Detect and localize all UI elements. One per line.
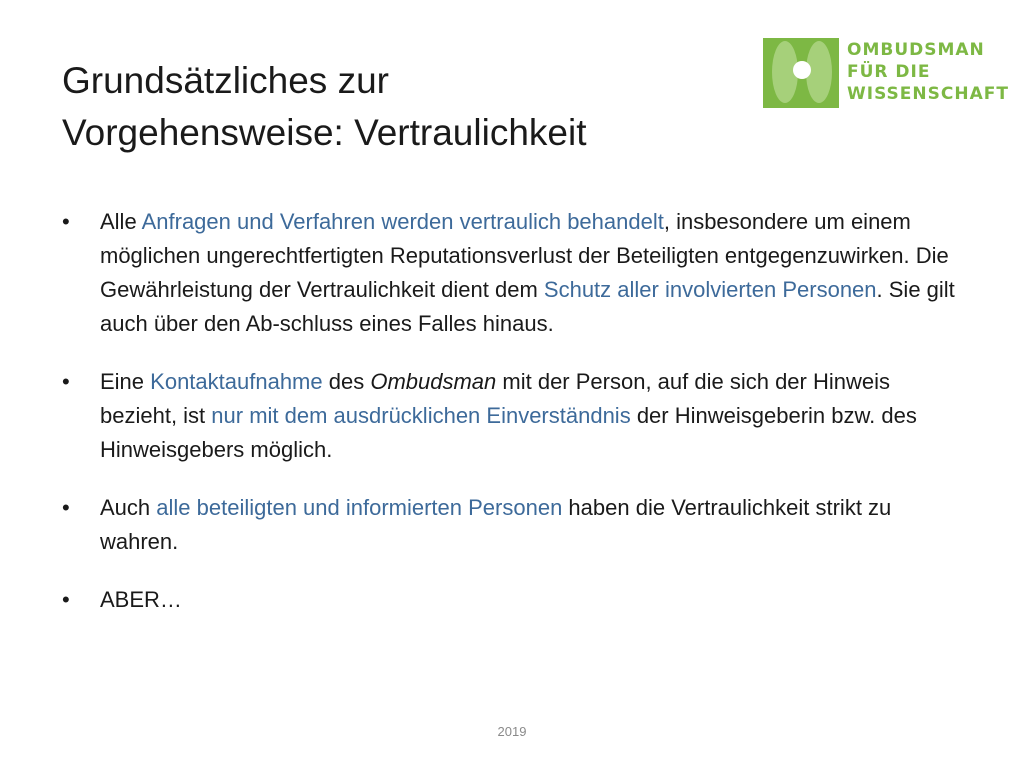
- slide-title-line-2: Vorgehensweise: Vertraulichkeit: [62, 112, 587, 153]
- logo-text-line-2: FÜR DIE: [847, 62, 931, 82]
- slide-title: [62, 55, 586, 159]
- bullet-dot-icon: •: [62, 369, 70, 394]
- logo-text: [847, 39, 1009, 105]
- bullet-text: haben die: [562, 495, 672, 520]
- bullet-list: [62, 205, 962, 641]
- footer-year: 2019: [497, 724, 527, 739]
- logo-text-line-3: WISSENSCHAFT: [847, 84, 1009, 104]
- highlighted-text: nur mit dem ausdrücklichen Einverständnis: [211, 403, 631, 428]
- highlighted-text: Anfragen und Verfahren werden vertraulich behandelt: [141, 209, 664, 234]
- bullet-text: Alle: [100, 209, 142, 234]
- bullet-dot-icon: •: [62, 495, 70, 520]
- bullet-text: der Beteiligten entgegenzuwirken. Die Gewährleistung der Vertraulichkeit dient dem: [100, 243, 949, 302]
- ombudsman-logo: [763, 38, 1009, 108]
- bullet-item: [62, 583, 962, 617]
- bullet-item: [62, 491, 962, 559]
- bullet-text: Vertraulichkeit: [671, 495, 810, 520]
- bullet-text: , insbesondere um einem: [663, 209, 911, 234]
- bullet-text: strikt zu wahren.: [100, 495, 892, 554]
- bullet-text: möglichen ungerechtfertigten Reputationsverlust: [100, 243, 573, 268]
- highlighted-text: Kontaktaufnahme: [150, 369, 323, 394]
- bullet-item: [62, 365, 962, 467]
- bullet-text: des: [322, 369, 371, 394]
- bullet-text: der Hinweisgeberin bzw. des Hinweisgebers möglich.: [100, 403, 917, 462]
- bullet-text: Auch: [100, 495, 157, 520]
- logo-text-line-1: OMBUDSMAN: [847, 40, 985, 60]
- bullet-dot-icon: •: [62, 209, 70, 234]
- bullet-item: [62, 205, 962, 341]
- logo-mark-icon: [763, 38, 839, 108]
- highlighted-text: Schutz aller involvierten Personen: [543, 277, 877, 302]
- slide-title-line-1: Grundsätzliches zur: [62, 60, 389, 101]
- bullet-text: ABER…: [100, 587, 182, 612]
- italic-text: Ombudsman: [370, 369, 497, 394]
- bullet-text: Eine: [100, 369, 151, 394]
- bullet-dot-icon: •: [62, 587, 70, 612]
- bullet-text: mit der Person, auf die sich der Hinweis bezieht, ist: [100, 369, 891, 428]
- highlighted-text: alle beteiligten und informierten Personen: [156, 495, 563, 520]
- bullet-text: . Sie gilt auch über den Ab-schluss eines Falles hinaus.: [100, 277, 955, 336]
